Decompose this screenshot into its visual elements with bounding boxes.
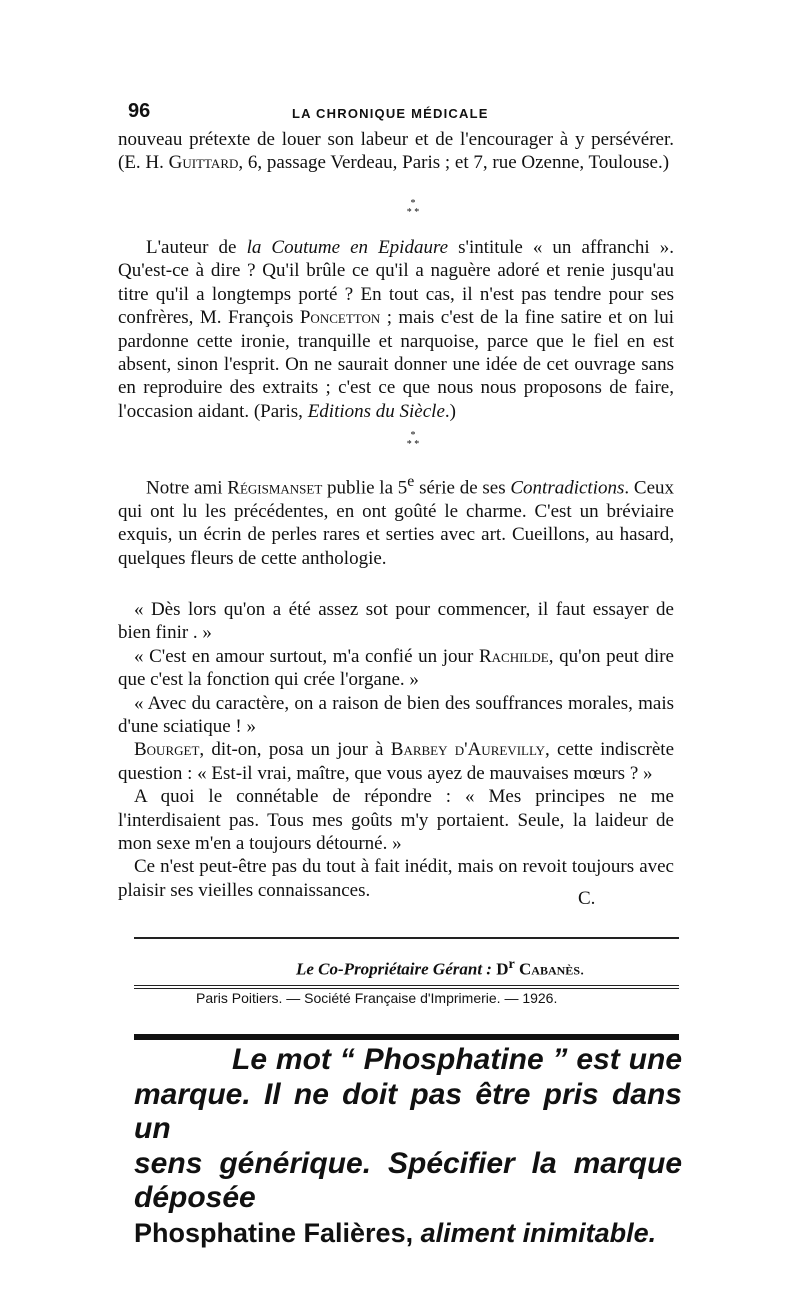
quote: « Dès lors qu'on a été assez sot pour commencer, il faut essayer de bien finir . » [118,599,674,644]
author-name: Régismanset [227,477,323,499]
thick-divider [134,1034,679,1040]
divider [134,988,679,989]
paragraph-contradictions [118,470,674,570]
book-title: Contradictions [510,477,625,499]
paragraph-text: L'auteur de [146,237,247,258]
divider [134,985,679,986]
quotes-block [118,598,674,902]
quote-text: « C'est en amour surtout, m'a confié un jour [134,645,479,667]
asterism-separator: * * * [406,198,420,218]
paragraph-text: s'intitule « un affranchi ». Qu'est-ce à dire ? Qu'il brûle ce qu'il a naguère adoré et renie jusqu'au titre qu'il a longtemps porté ? En tout cas, il n'est pas tendre pour ses confrères, M. François [118,237,674,329]
gerant-name: Cabanès [519,959,580,979]
quote: « Avec du caractère, on a raison de bien des souffrances morales, mais d'une sciatique ! » [118,692,674,738]
author-name: Barbey d'Aurevilly [390,739,545,761]
doctor-title-sup: r [508,956,515,972]
paragraph-text: publie la 5 [322,477,408,499]
quote-text: , qu'on peut dire que c'est la fonction qui crée l'organe. » [118,645,674,691]
book-title: la Coutume en Epidaure [246,237,449,258]
publisher-credit [296,956,584,980]
printer-imprint: Paris Poitiers. — Société Française d'Imprimerie. — 1926. [196,990,558,1006]
paragraph-text: ; mais c'est de la fine satire et on lui pardonne cette ironie, tranquille et narquoise, parce que le fiel en est absent, sinon l'esprit. On ne saurait donner une idée de cet ouvrage sans en reproduire des extraits ; c'est ce que nous nous proposons de faire, l'occasion aidant. (Paris, [118,307,674,422]
paragraph-text: . Ceux qui ont lu les précédentes, en ont goûté le charme. C'est un bréviaire exquis, un écrin de perles rares et serties avec art. Cueillons, au hasard, quelques fleurs de cette anthologie. [118,477,675,569]
ad-line: marque. Il ne doit pas être pris dans un [134,1077,682,1145]
phosphatine-advertisement [134,1043,682,1250]
quote: Ce n'est peut-être pas du tout à fait inédit, mais on revoit toujours avec plaisir ses vieilles connaissances. [118,856,674,901]
quote [118,738,674,785]
author-name: Guittard [168,152,239,174]
ad-tagline: aliment inimitable. [420,1217,657,1248]
paragraph-text: .) [444,400,456,422]
ordinal-superscript: e [407,473,415,490]
running-head [120,100,680,130]
article-signature: C. [578,888,596,909]
author-name: Poncetton [299,307,381,329]
paragraph-text: série de ses [414,477,511,499]
paragraph-text: nouveau prétexte de louer son labeur et de l'encourager à y persévérer. (E. H. [118,129,674,174]
publisher-name: Editions du Siècle [307,400,445,422]
ad-line: sens générique. Spécifier la marque déposée [134,1146,682,1214]
paragraph-coutume [118,236,674,423]
ad-line: Le mot “ Phosphatine ” est une [232,1043,682,1076]
asterism-separator: * * * [406,430,420,450]
ad-line-final [134,1216,682,1251]
brand-name: Phosphatine Falières, [134,1217,414,1248]
author-name: Bourget [134,739,200,761]
quote [118,645,674,692]
gerant-end: . [580,959,585,979]
quote-text: , dit-on, posa un jour à [199,739,391,761]
quote-text: , cette indiscrète question : « Est-il vrai, maître, que vous ayez de mauvaises mœurs ? » [118,739,675,784]
paragraph-guittard [118,128,674,175]
paragraph-text: , 6, passage Verdeau, Paris ; et 7, rue Ozenne, Toulouse.) [238,152,670,174]
gerant-label: Le Co-Propriétaire Gérant : [296,959,492,979]
quote: A quoi le connétable de répondre : « Mes principes ne me l'interdisaient pas. Tous mes goûts m'y portaient. Seule, la laideur de mon sexe m'en a toujours détourné. » [118,786,674,855]
divider [134,937,679,939]
author-name: Rachilde [478,645,549,667]
paragraph-text: Notre ami [146,477,228,499]
page-number: 96 [128,100,151,122]
journal-title: LA CHRONIQUE MÉDICALE [292,106,489,121]
doctor-title: D [496,959,509,979]
